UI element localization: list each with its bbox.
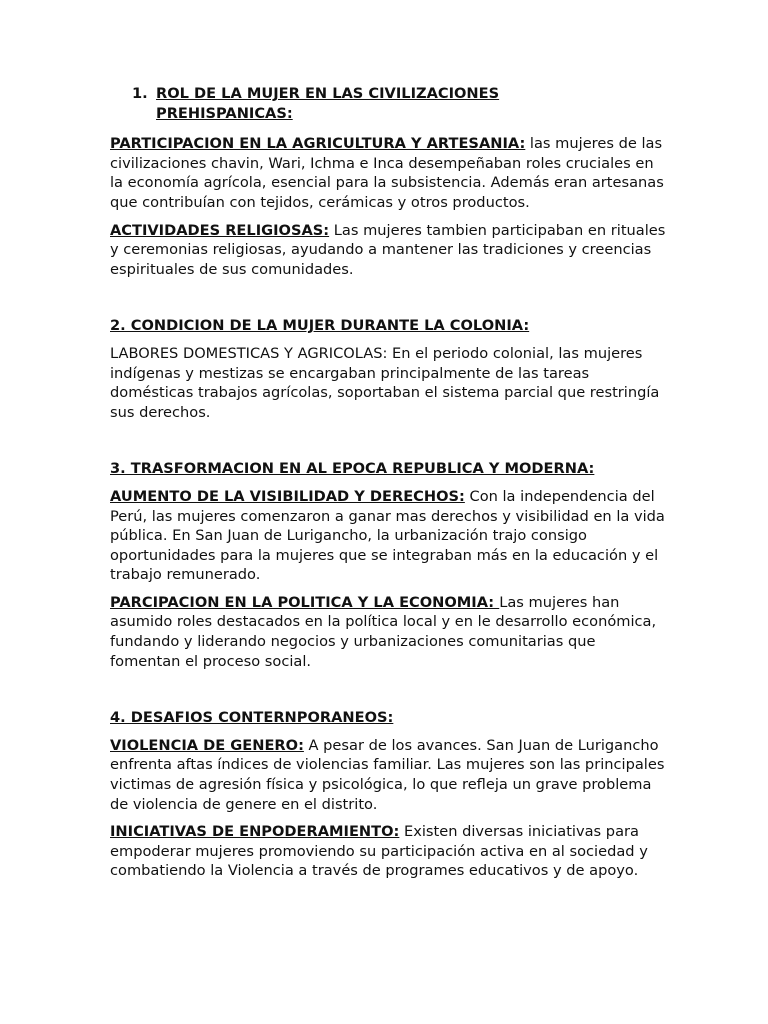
- section-1-paragraph-agriculture: [110, 134, 670, 212]
- paragraph-lead: ACTIVIDADES RELIGIOSAS:: [110, 221, 330, 239]
- section-2-title: 2. CONDICION DE LA MUJER DURANTE LA COLONIA:: [110, 317, 530, 335]
- paragraph-text: A pesar de los avances. San Juan de Lurigancho enfrenta aftas índices de violencias familiar. Las mujeres son las principales victimas de agresión física y psicológica, lo que refleja un grave problema de violencia de genere en el distrito.: [110, 736, 665, 813]
- spacer: [110, 287, 670, 316]
- paragraph-text: las mujeres de las civilizaciones chavin, Wari, Ichma e Inca desempeñaban roles cruciales en la economía agrícola, esencial para la subsistencia. Además eran artesanas que contribuían con tejidos, cerámicas y otros productos.: [110, 135, 664, 211]
- paragraph-lead: PARCIPACION EN LA POLITICA Y LA ECONOMIA:: [110, 593, 500, 611]
- spacer: [110, 679, 670, 708]
- section-1-heading: [110, 84, 670, 123]
- section-1-paragraph-religion: [110, 221, 670, 280]
- paragraph-lead: VIOLENCIA DE GENERO:: [110, 736, 304, 754]
- section-3-paragraph-rights: [110, 487, 670, 585]
- paragraph-lead: INICIATIVAS DE ENPODERAMIENTO:: [110, 823, 400, 841]
- spacer: [110, 430, 670, 459]
- paragraph-lead: AUMENTO DE LA VISIBILIDAD Y DERECHOS:: [110, 487, 465, 505]
- section-1-title: ROL DE LA MUJER EN LAS CIVILIZACIONES PREHISPANICAS:: [156, 85, 500, 122]
- section-2-paragraph: LABORES DOMESTICAS Y AGRICOLAS: En el periodo colonial, las mujeres indígenas y mestizas se encargaban principalmente de las tareas domésticas trabajos agrícolas, soportaban el sistema parcial que restringía sus derechos.: [110, 344, 660, 421]
- section-3-title: 3. TRASFORMACION EN AL EPOCA REPUBLICA Y MODERNA:: [110, 460, 595, 478]
- section-3-paragraph-politics: [110, 593, 670, 671]
- paragraph-lead: PARTICIPACION EN LA AGRICULTURA Y ARTESANIA:: [110, 135, 526, 153]
- paragraph-text: Con la independencia del Perú, las mujeres comenzaron a ganar mas derechos y visibilidad en la vida pública. En San Juan de Lurigancho, la urbanización trajo consigo oportunidades para la mujeres que se integraban más en la educación y el trabajo remunerado.: [110, 487, 665, 584]
- section-4-title: 4. DESAFIOS CONTERNPORANEOS:: [110, 709, 394, 727]
- section-1-number: 1.: [132, 85, 148, 102]
- section-4-paragraph-empowerment: [110, 822, 670, 881]
- document-page: [110, 84, 670, 889]
- paragraph-text: Las mujeres tambien participaban en rituales y ceremonias religiosas, ayudando a mantener las tradiciones y creencias espirituales de sus comunidades.: [110, 221, 666, 278]
- paragraph-text: Las mujeres han asumido roles destacados en la política local y en le desarrollo económica, fundando y liderando negocios y urbanizaciones comunitarias que fomentan el proceso social.: [110, 593, 657, 670]
- section-4-paragraph-violence: [110, 736, 670, 814]
- paragraph-text: Existen diversas iniciativas para empoderar mujeres promoviendo su participación activa en al sociedad y combatiendo la Violencia a través de programes educativos y de apoyo.: [110, 823, 648, 880]
